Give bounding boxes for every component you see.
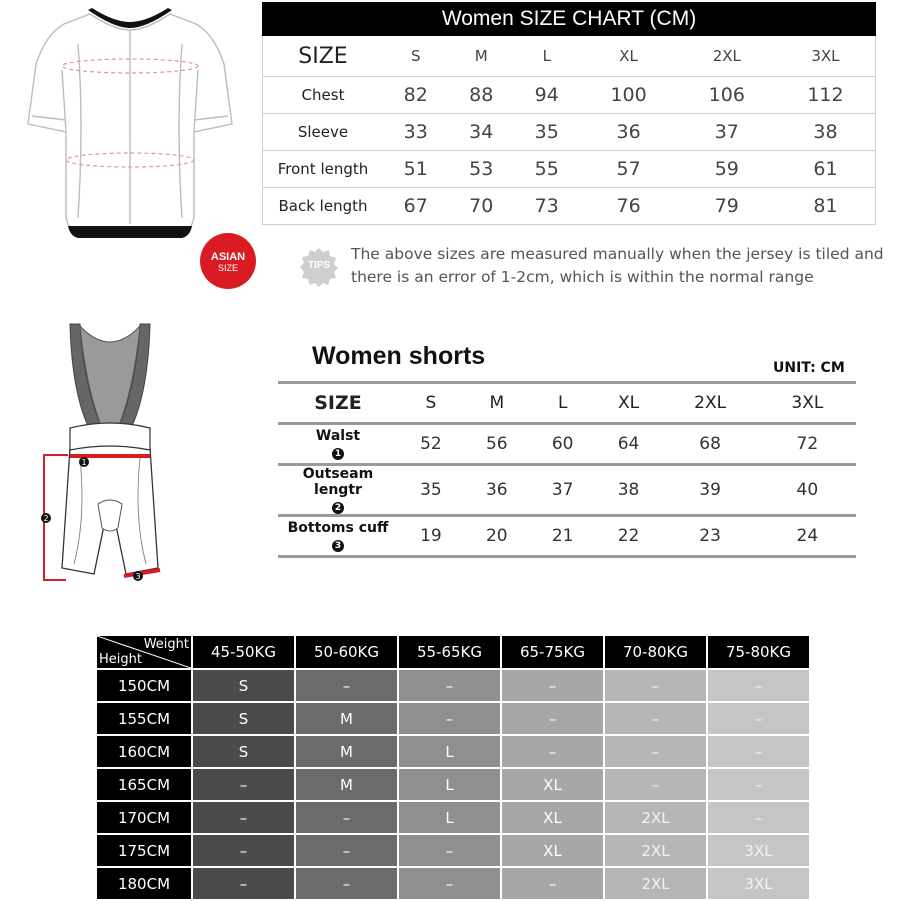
- table-cell: 20: [464, 516, 530, 557]
- size-cell: L: [399, 769, 500, 800]
- table-cell: 72: [759, 424, 856, 465]
- size-cell: –: [502, 736, 603, 767]
- size-cell: XL: [502, 802, 603, 833]
- asian-size-badge: [200, 233, 256, 289]
- size-cell: –: [502, 670, 603, 701]
- height-label-cell: 170CM: [97, 802, 191, 833]
- table-header-cell: 2XL: [678, 36, 776, 77]
- table-row: [97, 802, 809, 833]
- table-row: [263, 188, 876, 225]
- table-cell: 23: [662, 516, 759, 557]
- table-cell: 38: [776, 114, 876, 151]
- table-row: [278, 383, 856, 424]
- table-cell: 37: [530, 465, 596, 516]
- table-row: [263, 36, 876, 77]
- size-cell: –: [193, 802, 294, 833]
- table-cell: 52: [398, 424, 464, 465]
- weight-header-cell: 70-80KG: [605, 636, 706, 668]
- table-row: [263, 151, 876, 188]
- table-cell: 106: [678, 77, 776, 114]
- size-cell: –: [193, 868, 294, 899]
- table-row: [278, 516, 856, 557]
- size-cell: –: [708, 736, 809, 767]
- size-cell: –: [193, 769, 294, 800]
- diagram-marker-3: 3: [135, 572, 141, 581]
- size-cell: –: [502, 703, 603, 734]
- height-label-cell: 160CM: [97, 736, 191, 767]
- size-cell: –: [708, 769, 809, 800]
- table-cell: 40: [759, 465, 856, 516]
- asian-badge-line2: SIZE: [217, 263, 238, 273]
- table-cell: 24: [759, 516, 856, 557]
- row-label: [278, 465, 398, 516]
- bib-shorts-illustration: [36, 318, 176, 588]
- asian-badge-line1: ASIAN: [210, 251, 246, 263]
- size-cell: S: [193, 703, 294, 734]
- diagram-marker-2: 2: [43, 514, 49, 523]
- table-row: [97, 769, 809, 800]
- size-cell: 2XL: [605, 868, 706, 899]
- table-cell: 38: [596, 465, 662, 516]
- table-cell: 56: [464, 424, 530, 465]
- table-cell: 79: [678, 188, 776, 225]
- shorts-unit-label: UNIT: CM: [773, 360, 845, 376]
- table-cell: 68: [662, 424, 759, 465]
- height-label-cell: 175CM: [97, 835, 191, 866]
- row-label: [278, 516, 398, 557]
- table-cell: 81: [776, 188, 876, 225]
- row-label-text: Walst: [315, 428, 361, 444]
- size-cell: M: [296, 769, 397, 800]
- corner-height-label: Height: [99, 652, 142, 667]
- table-cell: 59: [678, 151, 776, 188]
- size-cell: XL: [502, 835, 603, 866]
- table-cell: 36: [464, 465, 530, 516]
- table-header-cell: SIZE: [278, 383, 398, 424]
- size-cell: –: [399, 703, 500, 734]
- table-cell: 70: [449, 188, 515, 225]
- weight-header-cell: 45-50KG: [193, 636, 294, 668]
- row-label-text: Outseam lengtr: [302, 466, 374, 498]
- shorts-chart-title: Women shorts: [312, 342, 486, 370]
- table-cell: 21: [530, 516, 596, 557]
- table-row: [97, 636, 809, 668]
- table-cell: 88: [449, 77, 515, 114]
- diagram-marker-1: 1: [81, 458, 87, 467]
- table-cell: 100: [580, 77, 678, 114]
- table-row: [97, 835, 809, 866]
- table-cell: 33: [383, 114, 449, 151]
- jersey-chart-title: Women SIZE CHART (CM): [262, 2, 876, 36]
- tips-badge-label: TIPS: [307, 260, 331, 271]
- row-marker: 2: [332, 502, 344, 514]
- row-label: [278, 424, 398, 465]
- size-cell: XL: [502, 769, 603, 800]
- row-label: Sleeve: [263, 114, 384, 151]
- row-label: Back length: [263, 188, 384, 225]
- table-cell: 37: [678, 114, 776, 151]
- table-row: [263, 77, 876, 114]
- size-cell: –: [605, 670, 706, 701]
- table-cell: 94: [514, 77, 580, 114]
- jersey-illustration: [18, 4, 244, 240]
- row-marker: 1: [332, 448, 344, 460]
- height-label-cell: 150CM: [97, 670, 191, 701]
- size-cell: S: [193, 670, 294, 701]
- weight-header-cell: 65-75KG: [502, 636, 603, 668]
- table-header-cell: L: [514, 36, 580, 77]
- size-cell: 2XL: [605, 835, 706, 866]
- height-label-cell: 180CM: [97, 868, 191, 899]
- table-header-cell: XL: [596, 383, 662, 424]
- row-label: Chest: [263, 77, 384, 114]
- weight-header-cell: 55-65KG: [399, 636, 500, 668]
- table-cell: 64: [596, 424, 662, 465]
- size-cell: L: [399, 802, 500, 833]
- size-cell: –: [708, 670, 809, 701]
- table-cell: 73: [514, 188, 580, 225]
- height-label-cell: 155CM: [97, 703, 191, 734]
- corner-weight-label: Weight: [143, 637, 189, 652]
- height-weight-size-grid: [95, 634, 811, 901]
- size-cell: L: [399, 736, 500, 767]
- table-row: [97, 670, 809, 701]
- table-header-cell: S: [398, 383, 464, 424]
- size-cell: –: [605, 769, 706, 800]
- table-header-cell: M: [464, 383, 530, 424]
- table-row: [97, 868, 809, 899]
- table-row: [97, 736, 809, 767]
- size-cell: M: [296, 703, 397, 734]
- size-cell: –: [708, 802, 809, 833]
- table-cell: 55: [514, 151, 580, 188]
- size-cell: –: [296, 835, 397, 866]
- grid-corner-cell: [97, 636, 191, 668]
- table-cell: 36: [580, 114, 678, 151]
- row-marker: 3: [332, 540, 344, 552]
- table-header-cell: S: [383, 36, 449, 77]
- table-cell: 39: [662, 465, 759, 516]
- jersey-size-table: [262, 36, 876, 225]
- size-cell: –: [605, 703, 706, 734]
- table-row: [278, 465, 856, 516]
- table-row: [278, 424, 856, 465]
- table-row: [97, 703, 809, 734]
- size-cell: –: [296, 868, 397, 899]
- size-cell: –: [502, 868, 603, 899]
- table-header-cell: XL: [580, 36, 678, 77]
- height-label-cell: 165CM: [97, 769, 191, 800]
- table-cell: 61: [776, 151, 876, 188]
- size-cell: –: [605, 736, 706, 767]
- table-cell: 57: [580, 151, 678, 188]
- size-cell: –: [296, 802, 397, 833]
- table-header-cell: 3XL: [759, 383, 856, 424]
- table-header-cell: SIZE: [263, 36, 384, 77]
- table-cell: 67: [383, 188, 449, 225]
- table-cell: 22: [596, 516, 662, 557]
- table-cell: 51: [383, 151, 449, 188]
- size-cell: 2XL: [605, 802, 706, 833]
- size-cell: –: [399, 670, 500, 701]
- size-cell: –: [708, 703, 809, 734]
- weight-header-cell: 50-60KG: [296, 636, 397, 668]
- table-header-cell: 3XL: [776, 36, 876, 77]
- size-cell: –: [296, 670, 397, 701]
- size-cell: 3XL: [708, 835, 809, 866]
- table-cell: 76: [580, 188, 678, 225]
- table-cell: 35: [398, 465, 464, 516]
- table-cell: 82: [383, 77, 449, 114]
- size-cell: –: [193, 835, 294, 866]
- table-cell: 34: [449, 114, 515, 151]
- table-row: [263, 114, 876, 151]
- size-cell: S: [193, 736, 294, 767]
- row-label: Front length: [263, 151, 384, 188]
- table-cell: 112: [776, 77, 876, 114]
- row-label-text: Bottoms cuff: [287, 520, 389, 536]
- table-cell: 60: [530, 424, 596, 465]
- tips-badge: [298, 246, 340, 288]
- tips-text: The above sizes are measured manually when the jersey is tiled and there is an error of 1-2cm, which is within the normal range: [351, 245, 884, 286]
- size-cell: –: [399, 835, 500, 866]
- table-cell: 19: [398, 516, 464, 557]
- size-cell: M: [296, 736, 397, 767]
- table-header-cell: 2XL: [662, 383, 759, 424]
- weight-header-cell: 75-80KG: [708, 636, 809, 668]
- shorts-size-table: [278, 381, 856, 558]
- table-cell: 53: [449, 151, 515, 188]
- table-header-cell: L: [530, 383, 596, 424]
- table-header-cell: M: [449, 36, 515, 77]
- table-cell: 35: [514, 114, 580, 151]
- size-cell: 3XL: [708, 868, 809, 899]
- size-cell: –: [399, 868, 500, 899]
